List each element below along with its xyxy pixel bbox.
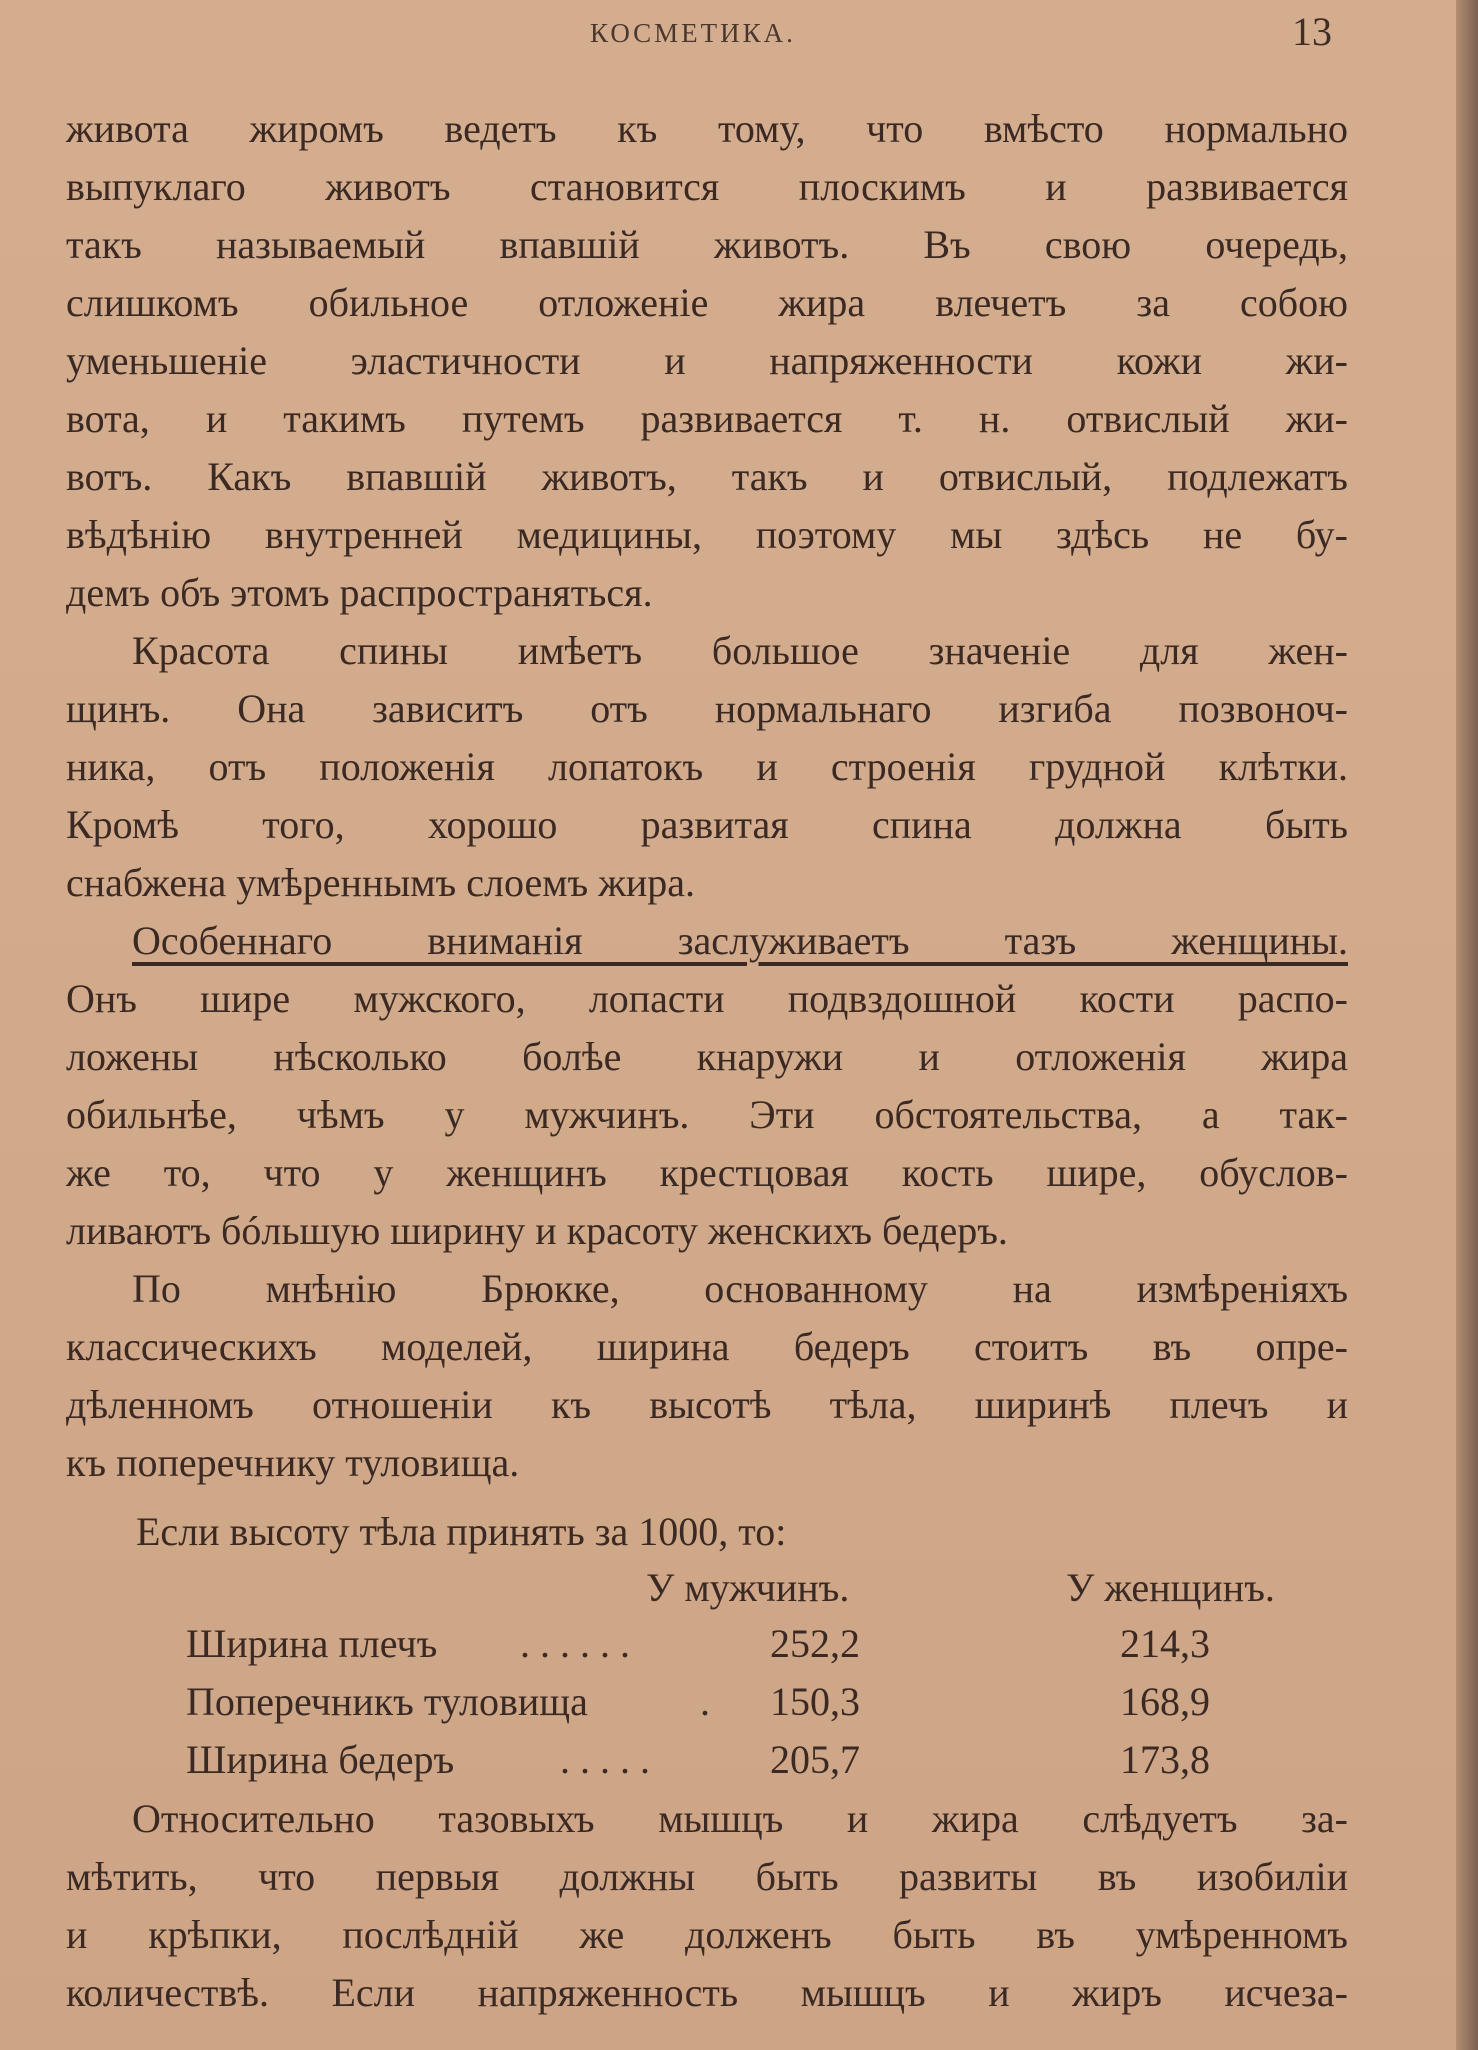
text-line: же то, что у женщинъ крестцовая кость шире, обуслов-: [66, 1150, 1348, 1195]
text-line: ника, отъ положенія лопатокъ и строенія грудной клѣтки.: [66, 744, 1348, 789]
running-title: КОСМЕТИКА.: [590, 18, 796, 48]
text-line: выпуклаго животъ становится плоскимъ и развивается: [66, 164, 1348, 209]
text-line: и крѣпки, послѣдній же долженъ быть въ умѣренномъ: [66, 1912, 1348, 1957]
text-line: дѣленномъ отношеніи къ высотѣ тѣла, ширинѣ плечъ и: [66, 1382, 1348, 1427]
body-text: [66, 100, 1348, 1492]
text-line: Относительно тазовыхъ мышцъ и жира слѣдуетъ за-: [132, 1796, 1348, 1841]
text-line: количествѣ. Если напряженность мышцъ и жиръ исчеза-: [66, 1970, 1348, 2015]
text-line: щинъ. Она зависитъ отъ нормальнаго изгиба позвоноч-: [66, 686, 1348, 731]
page-number: 13: [1292, 9, 1332, 54]
text-line: вота, и такимъ путемъ развивается т. н. отвислый жи-: [66, 396, 1348, 441]
value-men: 252,2: [770, 1621, 860, 1666]
underlined-text-line: Особеннаго вниманія заслуживаетъ тазъ женщины.: [132, 918, 1348, 963]
text-line: мѣтить, что первыя должны быть развиты въ изобиліи: [66, 1854, 1348, 1899]
paragraph-back: [66, 622, 1348, 912]
value-women: 173,8: [1120, 1737, 1210, 1782]
paragraph-brucke: [66, 1260, 1348, 1492]
leader-dots: .....: [560, 1737, 660, 1782]
leader-dots: .: [700, 1679, 720, 1724]
value-men: 205,7: [770, 1737, 860, 1782]
text-line: такъ называемый впавшій животъ. Въ свою очередь,: [66, 222, 1348, 267]
text-line: Кромѣ того, хорошо развитая спина должна быть: [66, 802, 1348, 847]
table-row: [0, 1620, 1478, 1678]
row-label: Ширина плечъ: [186, 1621, 438, 1666]
value-women: 168,9: [1120, 1679, 1210, 1724]
value-women: 214,3: [1120, 1621, 1210, 1666]
text-line: демъ объ этомъ распространяться.: [66, 570, 653, 615]
text-line: снабжена умѣреннымъ слоемъ жира.: [66, 860, 695, 905]
text-line: вѣдѣнію внутренней медицины, поэтому мы здѣсь не бу-: [66, 512, 1348, 557]
text-line: классическихъ моделей, ширина бедеръ стоитъ въ опре-: [66, 1324, 1348, 1369]
text-line: Онъ шире мужского, лопасти подвздошной кости распо-: [66, 976, 1348, 1021]
leader-dots: ......: [520, 1621, 640, 1666]
text-line: живота жиромъ ведетъ къ тому, что вмѣсто нормально: [66, 106, 1348, 151]
paragraph-abdomen: [66, 100, 1348, 622]
text-line: вотъ. Какъ впавшій животъ, такъ и отвислый, подлежатъ: [66, 454, 1348, 499]
row-label: Ширина бедеръ: [186, 1737, 455, 1782]
value-men: 150,3: [770, 1679, 860, 1724]
paragraph-pelvic-muscles: [66, 1790, 1348, 2022]
text-line: По мнѣнію Брюкке, основанному на измѣреніяхъ: [132, 1266, 1348, 1311]
row-label: Поперечникъ туловища: [186, 1679, 588, 1724]
text-line: уменьшеніе эластичности и напряженности кожи жи-: [66, 338, 1348, 383]
text-line: къ поперечнику туловища.: [66, 1440, 520, 1485]
column-header-women: У женщинъ.: [1066, 1565, 1275, 1610]
text-line: слишкомъ обильное отложеніе жира влечетъ за собою: [66, 280, 1348, 325]
text-line: Красота спины имѣетъ большое значеніе для жен-: [132, 628, 1348, 673]
paragraph-pelvis: [66, 912, 1348, 1260]
table-intro: Если высоту тѣла принять за 1000, то:: [136, 1509, 787, 1554]
text-line: ливаютъ бóльшую ширину и красоту женскихъ бедеръ.: [66, 1208, 1008, 1253]
text-line: ложены нѣсколько болѣе кнаружи и отложенія жира: [66, 1034, 1348, 1079]
column-header-men: У мужчинъ.: [646, 1565, 850, 1610]
table-row: [0, 1678, 1478, 1736]
table-row: [0, 1736, 1478, 1794]
text-line: обильнѣе, чѣмъ у мужчинъ. Эти обстоятельства, а так-: [66, 1092, 1348, 1137]
